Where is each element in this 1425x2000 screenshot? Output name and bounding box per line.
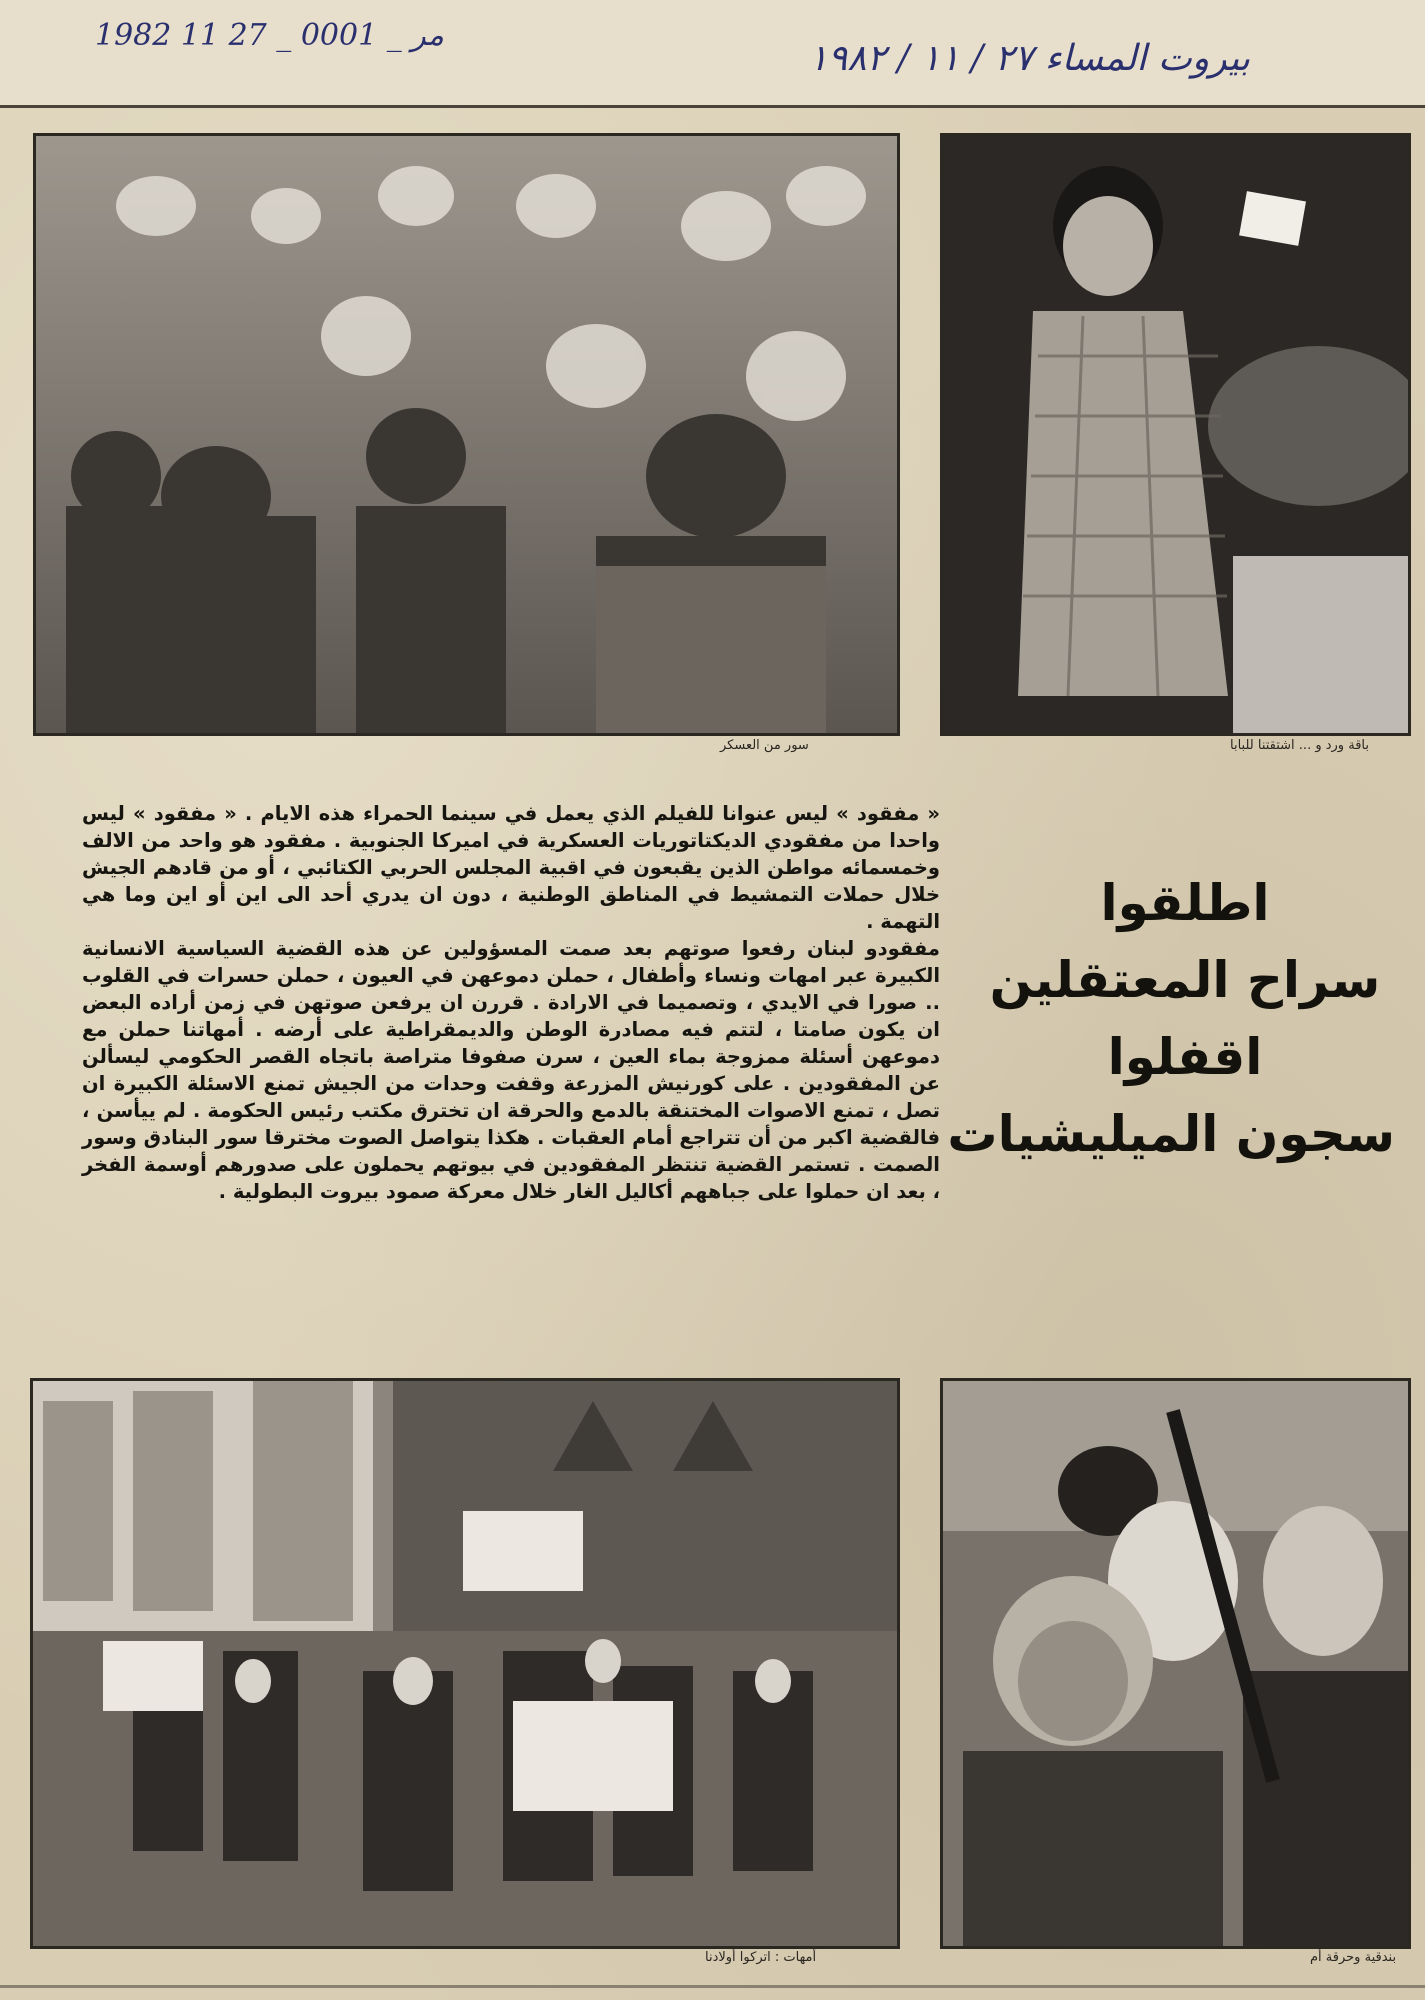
caption-girl: باقة ورد و ... اشتقتنا للبابا <box>1230 738 1369 753</box>
article-paragraph: « مفقود » ليس عنوانا للفيلم الذي يعمل في سينما الحمراء هذه الايام . « مفقود » ليس واحدا من مفقودي الديكتاتوريات العسكرية في اميركا الجنوبية . مفقود هو واحد من الالف وخمسمائه مواطن الذين يقبعون في اقبية المجلس الحربي الكتائبي ، أو من قادهم الجيش خلال حملات التمشيط في المناطق الوطنية ، دون ان يدري أحد الى اين أو اين وما هي التهمة . <box>82 802 940 933</box>
source-date-handwriting: بيروت المساء ٢٧ / ١١ / ١٩٨٢ <box>808 38 1250 79</box>
headline <box>947 865 1395 1173</box>
photo-mothers-march <box>30 1378 900 1949</box>
headline-line: سجون الميليشيات <box>947 1105 1395 1163</box>
caption-march: أمهات : اتركوا أولادنا <box>705 1950 817 1965</box>
article-paragraph: مفقودو لبنان رفعوا صوتهم بعد صمت المسؤولين عن هذه القضية السياسية الانسانية الكبيرة عبر امهات ونساء وأطفال ، حملن دموعهن في العيون ، حملن حسرات في القلوب .. صورا في الايدي ، وتصميما في الارادة . قررن ان يرفعن صوتهن في زمن أراده البعض ان يكون صامتا ، لتتم فيه مصادرة الوطن والديمقراطية على أرضه . أمهاتنا حملن مع دموعهن أسئلة ممزوجة بماء العين ، سرن صفوفا متراصة باتجاه القصر الحكومي ليسألن عن المفقودين . على كورنيش المزرعة وقفت وحدات من الجيش تمنع الاسئلة الكبيرة ان تصل ، تمنع الاصوات المختنقة بالدمع والحرقة ان تخترق مكتب رئيس الحكومة . لم ييأسن ، فالقضية اكبر من أن تتراجع أمام العقبات . هكذا يتواصل الصوت مخترقا سور البنادق وسور الصمت . تستمر القضية تنتظر المفقودين في بيوتهم يحملون على صدورهم أوسمة الفخر ، بعد ان حملوا على جباههم أكاليل الغار خلال معركة صمود بيروت البطولية . <box>82 937 940 1203</box>
headline-line: اقفلوا <box>1107 1028 1263 1086</box>
march-photo-icon <box>33 1381 897 1946</box>
page-bottom-rule <box>0 1985 1425 1988</box>
photo-grieving-mother <box>940 1378 1411 1949</box>
photo-girl-flowers <box>940 133 1411 736</box>
headline-line: سراح المعتقلين <box>989 951 1381 1009</box>
article-body <box>82 800 940 1205</box>
headline-line: اطلقوا <box>1100 874 1270 932</box>
archive-code-handwriting: 1982 11 27 _ 0001 _ مر <box>95 18 444 53</box>
mother-photo-icon <box>943 1381 1408 1946</box>
girl-photo-icon <box>943 136 1408 733</box>
photo-soldiers-wall <box>33 133 900 736</box>
soldiers-photo-icon <box>36 136 897 733</box>
caption-mother: بندقية وحرقة أم <box>1310 1950 1397 1965</box>
archive-header-strip <box>0 0 1425 108</box>
caption-soldiers: سور من العسكر <box>720 738 809 753</box>
